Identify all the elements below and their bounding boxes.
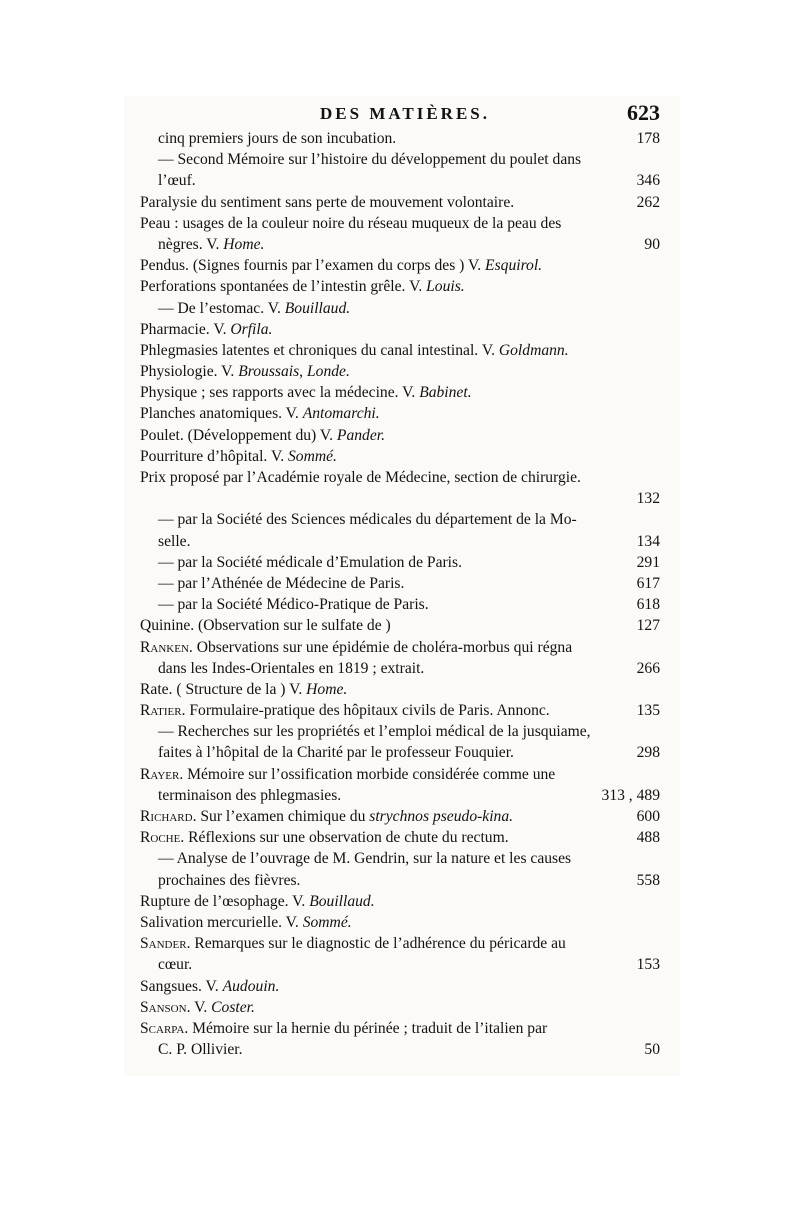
entry-text: . Remarques sur le diagnostic de l’adhérence du péricarde au [186,935,566,953]
index-entry-line [140,637,660,658]
index-entry-line [140,531,660,552]
index-entry-line [140,891,660,912]
index-entry-line [140,827,660,848]
index-entries [140,128,660,1060]
entry-text: . V. [186,998,212,1016]
entry-reference: Antomarchi. [302,405,380,423]
entry-page-number: 600 [636,808,660,825]
index-entry-line [140,213,660,234]
entry-text: — par la Société médicale d’Emulation de Paris. [158,553,462,571]
index-entry-line [140,912,660,933]
entry-page-number: 617 [636,574,660,592]
index-entry-line [140,764,660,785]
entry-text: Salivation mercurielle. V. [140,913,303,931]
index-entry-line [140,446,660,467]
index-entry-line [140,870,660,891]
entry-text: Poulet. (Développement du) V. [140,426,337,444]
entry-page-number: 346 [636,172,660,190]
entry-text: dans les Indes-Orientales en 1819 ; extrait. [158,659,425,677]
index-entry-line [140,552,660,573]
entry-text: Phlegmasies latentes et chroniques du canal intestinal. V. [140,341,499,359]
entry-text: — Second Mémoire sur l’histoire du développement du poulet dans [158,151,582,169]
entry-text: Sanson [140,998,187,1016]
entry-text: l’œuf. [158,172,196,190]
index-entry-line [140,806,660,827]
entry-text: Peau : usages de la couleur noire du réseau muqueux de la peau des [140,214,562,232]
index-entry-line [140,170,660,191]
entry-text: — Analyse de l’ouvrage de M. Gendrin, sur la nature et les causes [158,850,572,868]
entry-text: Sangsues. V. [140,977,223,995]
entry-reference: Louis. [426,278,465,296]
entry-page-number: 178 [636,130,660,147]
entry-reference: Sommé. [302,913,352,931]
entry-text: terminaison des phlegmasies. [158,786,342,804]
index-entry-line [140,425,660,446]
entry-page-number: 266 [636,659,660,677]
entry-page-number: 135 [636,702,660,720]
entry-text: Prix proposé par l’Académie royale de Médecine, section de chirurgie. [140,469,581,486]
entry-page-number: 291 [636,553,660,571]
entry-text: Pendus. (Signes fournis par l’examen du corps des ) V. [140,257,486,275]
entry-text: . Réflexions sur une observation de chute du rectum. [180,829,509,847]
index-entry-line [140,700,660,721]
entry-text: — par la Société Médico-Pratique de Paris. [158,596,429,614]
entry-text: Physiologie. V. [140,363,239,381]
index-entry-line [140,382,660,403]
index-entry-line [140,848,660,869]
index-entry-line [140,361,660,382]
entry-text: . Formulaire-pratique des hôpitaux civils de Paris. Annonc. [181,702,550,720]
index-entry-line [140,785,660,806]
entry-page-number: 298 [636,744,660,762]
index-entry-line [140,615,660,636]
entry-text: Pharmacie. V. [140,320,231,338]
entry-page-number: 134 [636,532,660,550]
entry-text: prochaines des fièvres. [158,871,301,889]
index-entry-line [140,340,660,361]
entry-text: Physique ; ses rapports avec la médecine. V. [140,384,420,402]
entry-reference: Goldmann. [498,341,569,359]
entry-text: — par l’Athénée de Médecine de Paris. [158,574,405,592]
entry-text: Pourriture d’hôpital. V. [140,447,288,465]
entry-page-number: 618 [636,596,660,614]
entry-text: nègres. V. [158,235,224,253]
entry-reference: Londe. [306,363,350,381]
entry-reference: Sommé. [288,447,337,465]
entry-page-number: 132 [636,490,660,508]
index-entry-line [140,467,660,488]
index-entry-line [140,573,660,594]
entry-text: Paralysie du sentiment sans perte de mouvement volontaire. [140,193,515,211]
index-entry-line [140,1018,660,1039]
entry-reference: Broussais [238,363,300,381]
entry-reference: Esquirol. [485,257,543,275]
index-entry-line [140,658,660,679]
entry-text: cinq premiers jours de son incubation. [158,130,397,147]
entry-text: . Observations sur une épidémie de choléra-morbus qui régna [188,638,573,656]
entry-page-number: 153 [636,956,660,974]
entry-text: selle. [158,532,191,550]
entry-page-number: 558 [636,871,660,889]
entry-text: Roche [140,829,181,847]
entry-text: — par la Société des Sciences médicales du département de la Mo- [158,511,577,529]
page-header [140,100,660,128]
index-entry-line [140,509,660,530]
entry-page-number: 262 [636,193,660,211]
entry-reference: Audouin. [222,977,280,995]
index-entry-line [140,128,660,149]
index-entry-line [140,997,660,1018]
entry-text: Ranken [140,638,189,656]
index-entry-line [140,679,660,700]
entry-text: Richard [140,808,193,825]
entry-reference: Bouillaud. [284,299,351,317]
entry-reference: Coster. [211,998,255,1016]
index-entry-line [140,319,660,340]
index-entry-line [140,298,660,319]
index-entry-line [140,276,660,297]
page-number: 623 [627,100,660,125]
entry-text: . Mémoire sur la hernie du périnée ; traduit de l’italien par [184,1019,548,1037]
index-entry-line [140,933,660,954]
entry-page-number: 313 , 489 [601,786,660,804]
entry-text: — Recherches sur les propriétés et l’emploi médical de la jusquiame, [158,723,591,741]
entry-text: . Mémoire sur l’ossification morbide considérée comme une [179,765,556,783]
index-entry-line [140,721,660,742]
entry-text: C. P. Ollivier. [158,1041,243,1059]
entry-reference: Bouillaud. [309,892,375,910]
index-entry-line [140,976,660,997]
entry-text: Rayer [140,765,180,783]
entry-reference: strychnos pseudo-kina. [369,808,514,825]
entry-page-number: 90 [644,235,660,253]
index-entry-line [140,403,660,424]
entry-text: faites à l’hôpital de la Charité par le professeur Fouquier. [158,744,514,762]
entry-text: Rate. ( Structure de la ) V. [140,680,307,698]
index-entry-line [140,1039,660,1060]
entry-text: Sander [140,935,187,953]
entry-text: , [299,363,307,381]
entry-reference: Home. [223,235,265,253]
index-entry-line [140,192,660,213]
entry-reference: Home. [306,680,348,698]
index-entry-line [140,488,660,509]
index-entry-line [140,255,660,276]
running-title: DES MATIÈRES. [320,104,490,123]
entry-reference: Pander. [336,426,385,444]
entry-text: Quinine. (Observation sur le sulfate de ) [140,617,391,635]
index-entry-line [140,234,660,255]
index-entry-line [140,594,660,615]
entry-text: . Sur l’examen chimique du [192,808,370,825]
entry-page-number: 488 [636,829,660,847]
entry-reference: Orfila. [230,320,273,338]
entry-text: Perforations spontanées de l’intestin grêle. V. [140,278,427,296]
entry-reference: Babinet. [419,384,472,402]
entry-page-number: 127 [636,617,660,635]
entry-page-number: 50 [644,1041,660,1059]
index-entry-line [140,742,660,763]
entry-text: Rupture de l’œsophage. V. [140,892,310,910]
index-entry-line [140,149,660,170]
entry-text: Planches anatomiques. V. [140,405,303,423]
entry-text: — De l’estomac. V. [158,299,285,317]
entry-text: Scarpa [140,1019,185,1037]
entry-text: Ratier [140,702,182,720]
index-entry-line [140,954,660,975]
entry-text: cœur. [158,956,193,974]
